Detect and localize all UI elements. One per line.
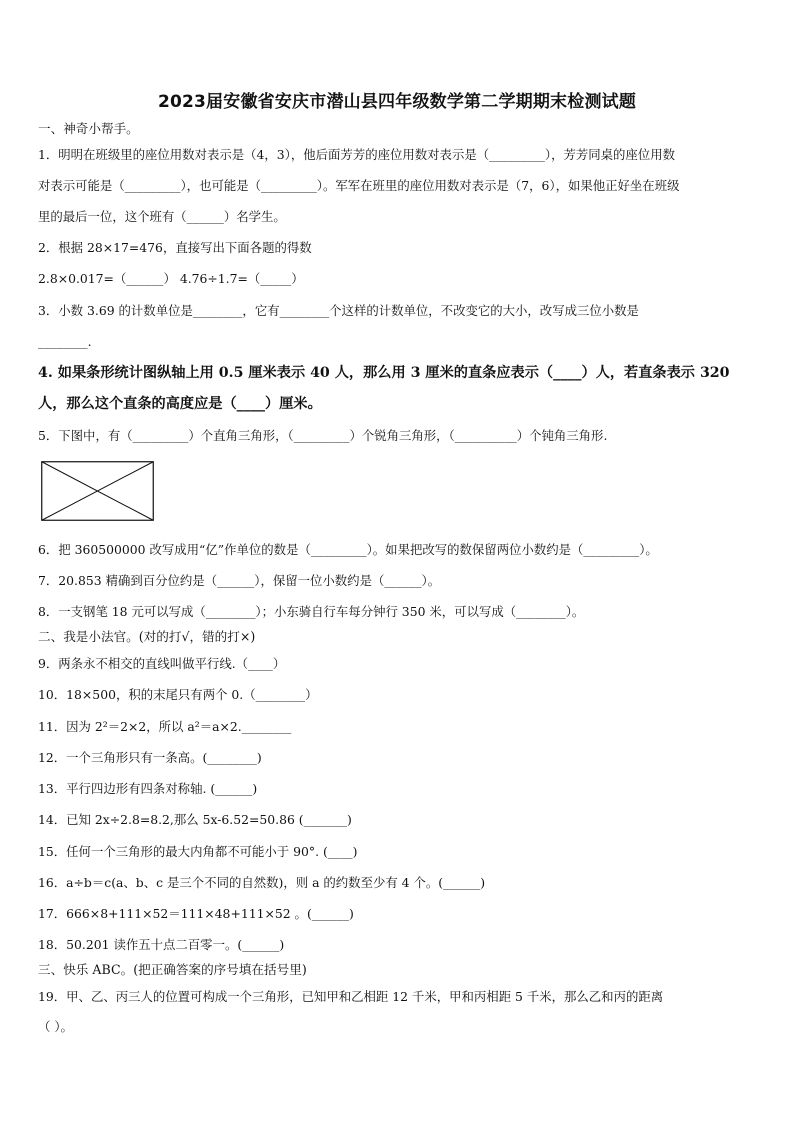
question-13: 13．平行四边形有四条对称轴. (______) (38, 781, 258, 796)
section-heading-1: 一、神奇小帮手。 (38, 121, 139, 136)
question-1-line-3: 里的最后一位，这个班有（______）名学生。 (38, 209, 286, 224)
question-19-line-1: 19．甲、乙、丙三人的位置可构成一个三角形，已知甲和乙相距 12 千米，甲和丙相距 5 千米，那么乙和丙的距离 (38, 989, 664, 1004)
section-heading-2: 二、我是小法官。(对的打√，错的打×) (38, 629, 256, 644)
page-title: 2023届安徽省安庆市潜山县四年级数学第二学期期末检测试题 (157, 92, 637, 112)
question-5: 5．下图中，有（_________）个直角三角形，（_________）个锐角三角形，（__________）个钝角三角形. (38, 428, 608, 443)
question-17: 17．666×8+111×52＝111×48+111×52 。(______) (38, 906, 354, 921)
question-19-line-2: （ ）。 (38, 1019, 73, 1034)
question-1-line-2: 对表示可能是（_________），也可能是（_________）。军军在班里的座位用数对表示是（7，6），如果他正好坐在班级 (38, 178, 680, 193)
question-12: 12．一个三角形只有一条高。(________) (38, 750, 262, 765)
rectangle-diagonals-figure (41, 461, 154, 521)
question-9: 9．两条永不相交的直线叫做平行线.（____） (38, 656, 286, 671)
question-1-line-1: 1．明明在班级里的座位用数对表示是（4，3），他后面芳芳的座位用数对表示是（_________），芳芳同桌的座位用数 (38, 147, 675, 162)
question-2-line-1: 2．根据 28×17=476，直接写出下面各题的得数 (38, 240, 312, 255)
question-6: 6．把 360500000 改写成用“亿”作单位的数是（_________）。如果把改写的数保留两位小数约是（_________）。 (38, 542, 658, 557)
question-18: 18．50.201 读作五十点二百零一。(______) (38, 937, 285, 952)
question-7: 7．20.853 精确到百分位约是（______），保留一位小数约是（______）。 (38, 573, 441, 588)
question-15: 15．任何一个三角形的最大内角都不可能小于 90°. (____) (38, 844, 358, 859)
question-14: 14．已知 2x÷2.8=8.2,那么 5x-6.52=50.86 (_______) (38, 812, 352, 827)
question-4-line-2: 人，那么这个直条的高度应是（____）厘米。 (38, 396, 322, 412)
question-16: 16．a÷b＝c(a、b、c 是三个不同的自然数)，则 a 的约数至少有 4 个。(______) (38, 875, 486, 890)
section-heading-3: 三、快乐 ABC。(把正确答案的序号填在括号里) (38, 962, 307, 977)
question-10: 10．18×500，积的末尾只有两个 0.（________） (38, 687, 318, 702)
question-8: 8．一支钢笔 18 元可以写成（________）；小东骑自行车每分钟行 350 米，可以写成（________）。 (38, 604, 585, 619)
question-3-line-2: ________. (38, 334, 92, 349)
question-11: 11．因为 2²＝2×2，所以 a²＝a×2.________ (38, 719, 292, 734)
question-3-line-1: 3．小数 3.69 的计数单位是________，它有________个这样的计数单位，不改变它的大小，改写成三位小数是 (38, 303, 639, 318)
question-4-line-1: 4. 如果条形统计图纵轴上用 0.5 厘米表示 40 人，那么用 3 厘米的直条应表示（____）人，若直条表示 320 (38, 365, 730, 381)
question-2-line-2: 2.8×0.017=（______） 4.76÷1.7=（_____） (38, 271, 304, 286)
